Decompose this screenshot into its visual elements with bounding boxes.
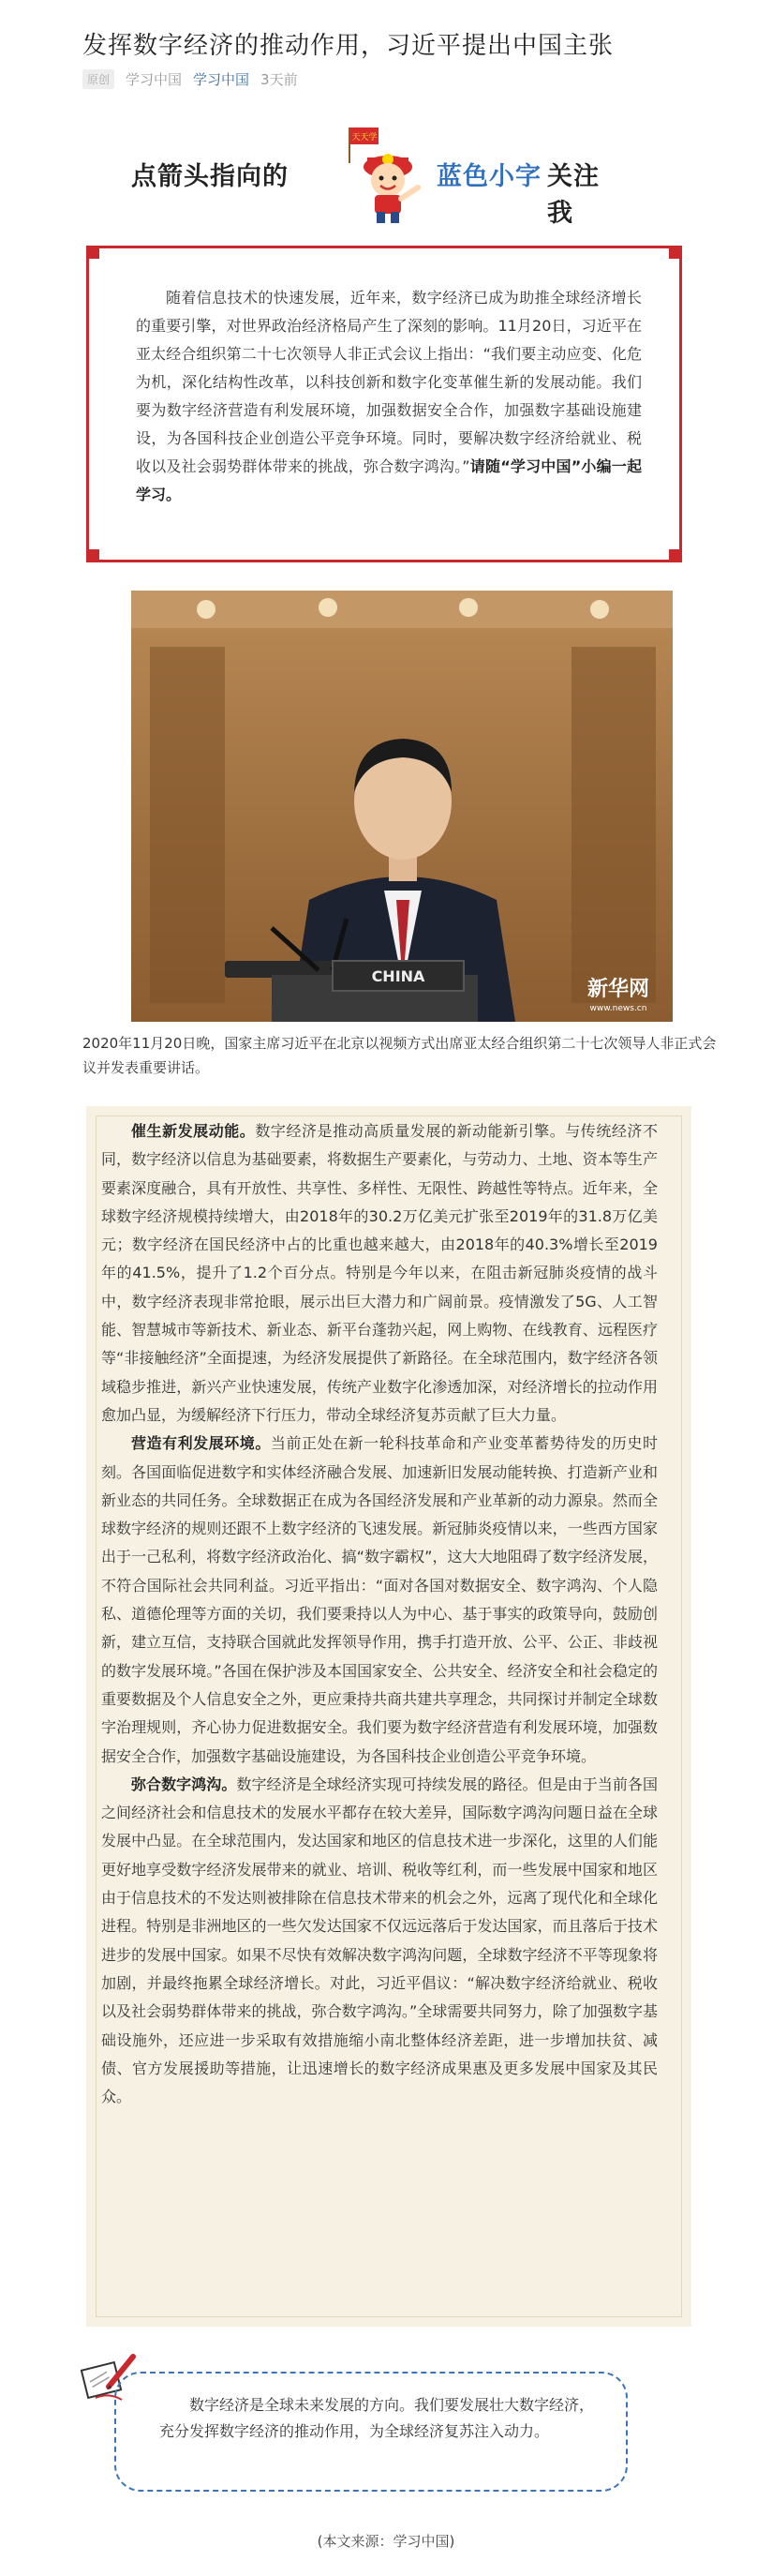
main-text: [101, 1117, 658, 2111]
section-heading: 营造有利发展环境。: [131, 1434, 271, 1453]
watermark-text: 新华网: [586, 978, 650, 1001]
section-text: 数字经济是推动高质量发展的新动能新引擎。与传统经济不同，数字经济以信息为基础要素，将数据生产要素化，与劳动力、土地、资本等生产要素深度融合，具有开放性、共享性、多样性、无限性、跨越性等特点。近年来，全球数字经济规模持续增大，由2018年的30.2万亿美元扩张至2019年的31.8万亿美元；数字经济在国民经济中占的比重也越来越大，由2018年的40.3%增长至2019年的41.5%，提升了1.2个百分点。特别是今年以来，在阻击新冠肺炎疫情的战斗中，数字经济表现非常抢眼，展示出巨大潜力和广阔前景。疫情激发了5G、人工智能、智慧城市等新技术、新业态、新平台蓬勃兴起，网上购物、在线教育、远程医疗等“非接触经济”全面提速，为经济发展提供了新路径。在全球范围内，数字经济各领域稳步推进，新兴产业快速发展，传统产业数字化渗透加深，对经济增长的拉动作用愈加凸显，为缓解经济下行压力，带动全球经济复苏贡献了巨大力量。: [101, 1122, 658, 1424]
corner-decoration: [669, 549, 682, 562]
publish-time: 3天前: [260, 71, 298, 88]
source-note: (本文来源：学习中国): [317, 2533, 455, 2550]
section-paragraph: [101, 1771, 658, 2112]
watermark-url: www.news.cn: [589, 1004, 647, 1013]
follow-banner: [131, 122, 618, 228]
mascot-icon: [339, 122, 423, 225]
corner-decoration: [86, 549, 99, 562]
author-name: 学习中国: [126, 71, 183, 88]
conclusion-text: 数字经济是全球未来发展的方向。我们要发展壮大数字经济，充分发挥数字经济的推动作用，为全球经济复苏注入动力。: [159, 2396, 595, 2440]
nameplate-text: CHINA: [371, 967, 425, 985]
intro-paragraph: [136, 284, 642, 509]
article-meta: [82, 69, 298, 89]
intro-text: 随着信息技术的快速发展，近年来，数字经济已成为助推全球经济增长的重要引擎，对世界政治经济格局产生了深刻的影响。11月20日，习近平在亚太经合组织第二十七次领导人非正式会议上指出：“我们要主动应变、化危为机，深化结构性改革，以科技创新和数字化变革催生新的发展动能。我们要为数字经济营造有利发展环境，加强数据安全合作，加强数字基础设施建设，为各国科技企业创造公平竞争环境。同时，要解决数字经济给就业、税收以及社会弱势群体带来的挑战，弥合数字鸿沟。”: [136, 289, 642, 475]
follow-text-start: 点箭头指向的: [131, 162, 289, 191]
section-heading: 催生新发展动能。: [131, 1122, 256, 1140]
article-title: 发挥数字经济的推动作用，习近平提出中国主张: [82, 32, 615, 60]
section-text: 数字经济是全球经济实现可持续发展的路径。但是由于当前各国之间经济社会和信息技术的发展水平都存在较大差异，国际数字鸿沟问题日益在全球发展中凸显。在全球范围内，发达国家和地区的信息技术进一步深化，这里的人们能更好地享受数字经济发展带来的就业、培训、税收等红利，而一些发展中国家和地区由于信息技术的不发达则被排除在信息技术带来的机会之外，远离了现代化和全球化进程。特别是非洲地区的一些欠发达国家不仅远远落后于发达国家，而且落后于技术进步的发展中国家。如果不尽快有效解决数字鸿沟问题，全球数字经济不平等现象将加剧，并最终拖累全球经济增长。对此，习近平倡议：“解决数字经济给就业、税收以及社会弱势群体带来的挑战，弥合数字鸿沟。”全球需要共同努力，除了加强数字基础设施外，还应进一步采取有效措施缩小南北整体经济差距，进一步增加扶贫、减债、官方发展援助等措施，让迅速增长的数字经济成果惠及更多发展中国家及其民众。: [101, 1775, 658, 2106]
follow-text-end: 关注我: [547, 162, 600, 228]
corner-decoration: [669, 246, 682, 259]
main-content-panel: [86, 1106, 691, 2327]
section-heading: 弥合数字鸿沟。: [131, 1775, 237, 1793]
original-tag: 原创: [82, 69, 114, 89]
section-paragraph: [101, 1430, 658, 1771]
news-photo: [131, 591, 673, 1022]
follow-text-highlight: 蓝色小字: [437, 162, 542, 191]
account-link[interactable]: 学习中国: [193, 71, 250, 88]
photo-caption: 2020年11月20日晚，国家主席习近平在北京以视频方式出席亚太经合组织第二十七次领导人非正式会议并发表重要讲话。: [82, 1035, 717, 1076]
intro-bold-text: 请随“学习中国”小编一起学习。: [136, 457, 642, 503]
mascot-flag-text: 天天学: [351, 133, 378, 142]
section-text: 当前正处在新一轮科技革命和产业变革蓄势待发的历史时刻。各国面临促进数字和实体经济融合发展、加速新旧发展动能转换、打造新产业和新业态的共同任务。全球数据正在成为各国经济发展和产业革新的动力源泉。然而全球数字经济的规则还跟不上数字经济的飞速发展。新冠肺炎疫情以来，一些西方国家出于一己私利，将数字经济政治化、搞“数字霸权”，这大大地阻碍了数字经济发展，不符合国际社会共同利益。习近平指出：“面对各国对数据安全、数字鸿沟、个人隐私、道德伦理等方面的关切，我们要秉持以人为中心、基于事实的政策导向，鼓励创新，建立互信，支持联合国就此发挥领导作用，携手打造开放、公平、公正、非歧视的数字发展环境。”各国在保护涉及本国国家安全、公共安全、经济安全和社会稳定的重要数据及个人信息安全之外，更应秉持共商共建共享理念，共同探讨并制定全球数字治理规则，齐心协力促进数据安全。我们要为数字经济营造有利发展环境，加强数据安全合作，加强数字基础设施建设，为各国科技企业创造公平竞争环境。: [101, 1434, 658, 1765]
conclusion-box: [114, 2372, 628, 2492]
intro-box: [86, 246, 682, 562]
section-paragraph: [101, 1117, 658, 1430]
corner-decoration: [86, 246, 99, 259]
